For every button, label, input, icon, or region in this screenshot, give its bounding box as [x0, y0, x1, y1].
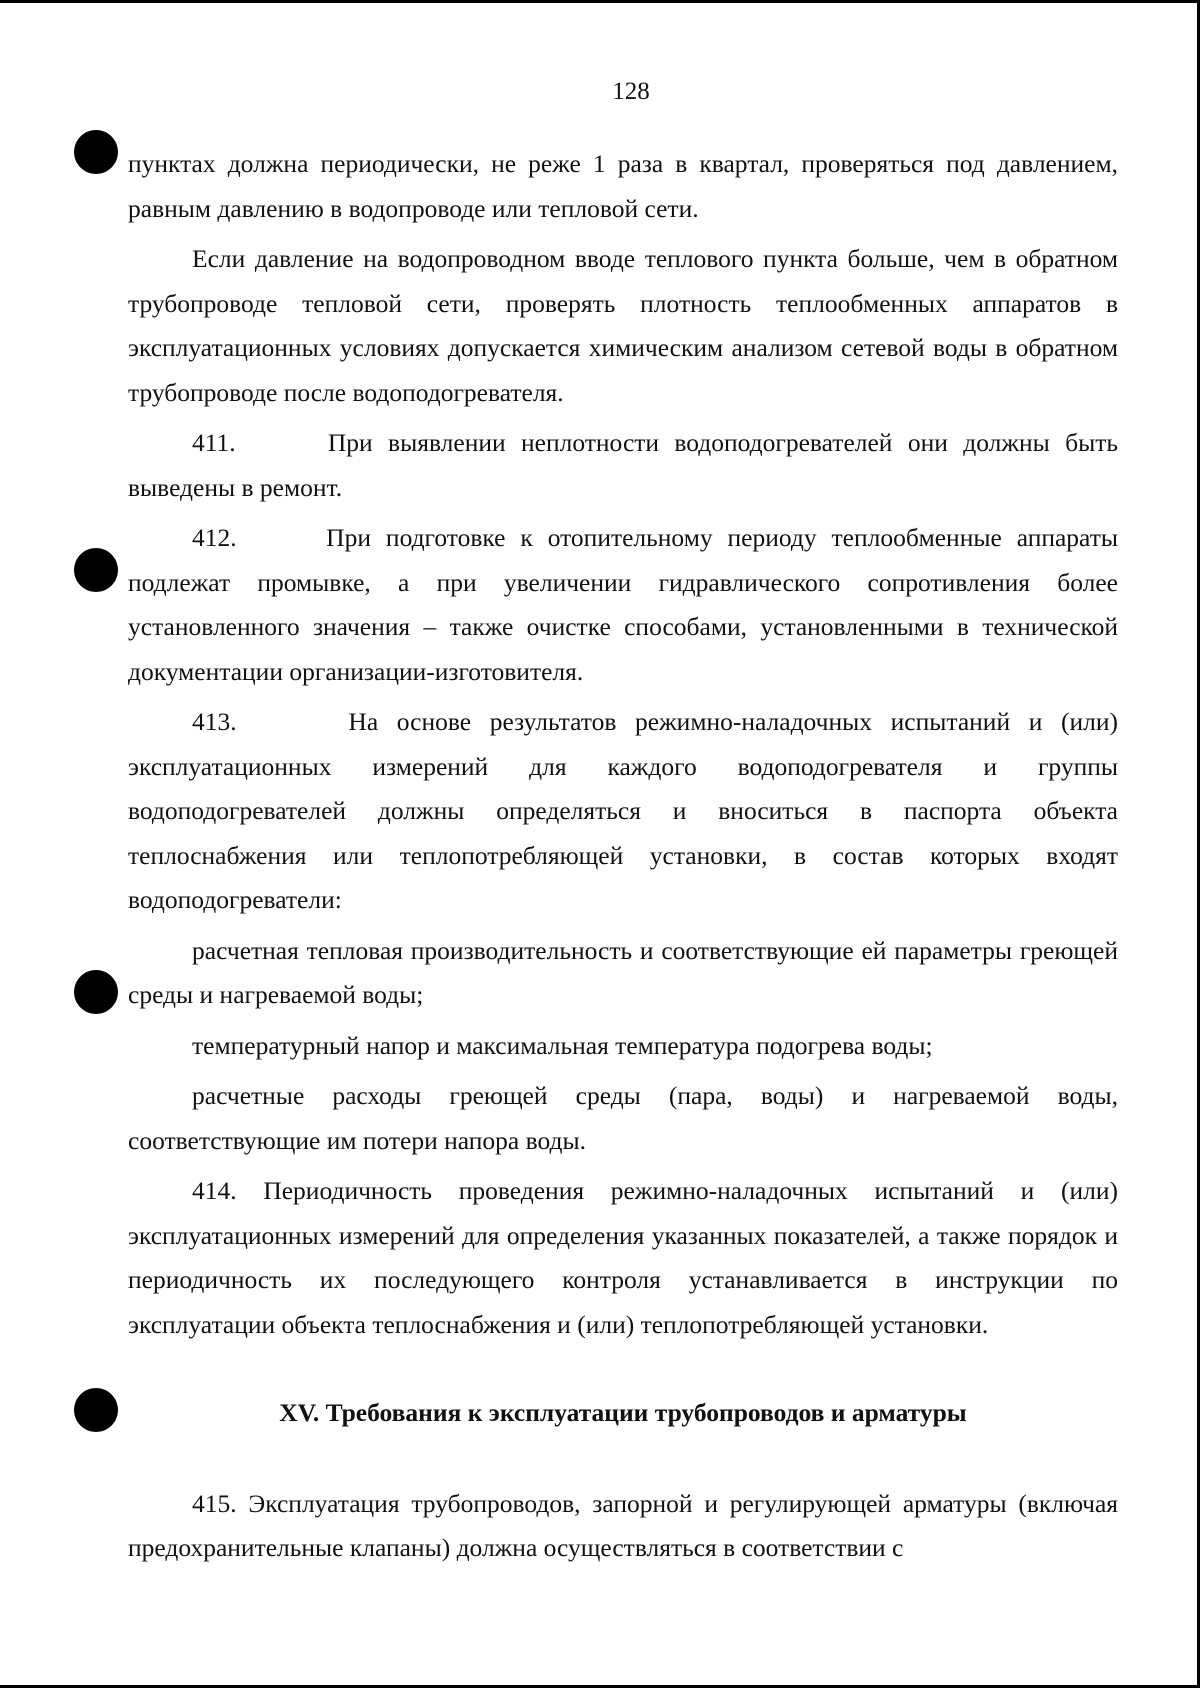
paragraph-pressure-check: Если давление на водопроводном вводе теплового пункта больше, чем в обратном трубопроводе тепловой сети, проверять плотность теплообменных аппаратов в эксплуатационных условиях допускается химическим анализом сетевой воды в обратном трубопроводе после водоподогревателя. [128, 244, 1118, 407]
punch-hole-1 [74, 130, 118, 174]
punch-hole-3 [74, 970, 118, 1014]
list-item-temperature: температурный напор и максимальная температура подогрева воды; [192, 1030, 933, 1060]
section-heading: XV. Требования к эксплуатации трубопроводов и арматуры [279, 1398, 967, 1427]
paragraph-continuation: пунктах должна периодически, не реже 1 раза в квартал, проверяться под давлением, равным давлению в водопроводе или тепловой сети. [128, 149, 1118, 223]
paragraph-412: 412. При подготовке к отопительному периоду теплообменные аппараты подлежат промывке, а при увеличении гидравлического сопротивления более установленного значения – также очистке способами, установленными в технической документации организации-изготовителя. [128, 523, 1125, 686]
page-number: 128 [612, 78, 650, 105]
punch-hole-2 [74, 548, 118, 592]
paragraph-411: 411. При выявлении неплотности водоподогревателей они должны быть выведены в ремонт. [128, 428, 1125, 502]
paragraph-414: 414. Периодичность проведения режимно-наладочных испытаний и (или) эксплуатационных измерений для определения указанных показателей, а также порядок и периодичность их последующего контроля устанавливается в инструкции по эксплуатации объекта теплоснабжения и (или) теплопотребляющей установки. [128, 1176, 1118, 1339]
paragraph-415: 415. Эксплуатация трубопроводов, запорной и регулирующей арматуры (включая предохранительные клапаны) должна осуществляться в соответствии с [128, 1488, 1118, 1562]
punch-hole-4 [74, 1388, 118, 1432]
list-item-flow-rates: расчетные расходы греющей среды (пара, воды) и нагреваемой воды, соответствующие им потери напора воды. [128, 1081, 1118, 1155]
paragraph-413: 413. На основе результатов режимно-наладочных испытаний и (или) эксплуатационных измерений для каждого водоподогревателя и группы водоподогревателей должны определяться и вноситься в паспорта объекта теплоснабжения или теплопотребляющей установки, в состав которых входят водоподогреватели: [128, 707, 1125, 914]
document-body [128, 142, 1125, 1571]
list-item-capacity: расчетная тепловая производительность и соответствующие ей параметры греющей среды и нагреваемой воды; [128, 935, 1118, 1009]
scan-border-top [0, 0, 1200, 3]
